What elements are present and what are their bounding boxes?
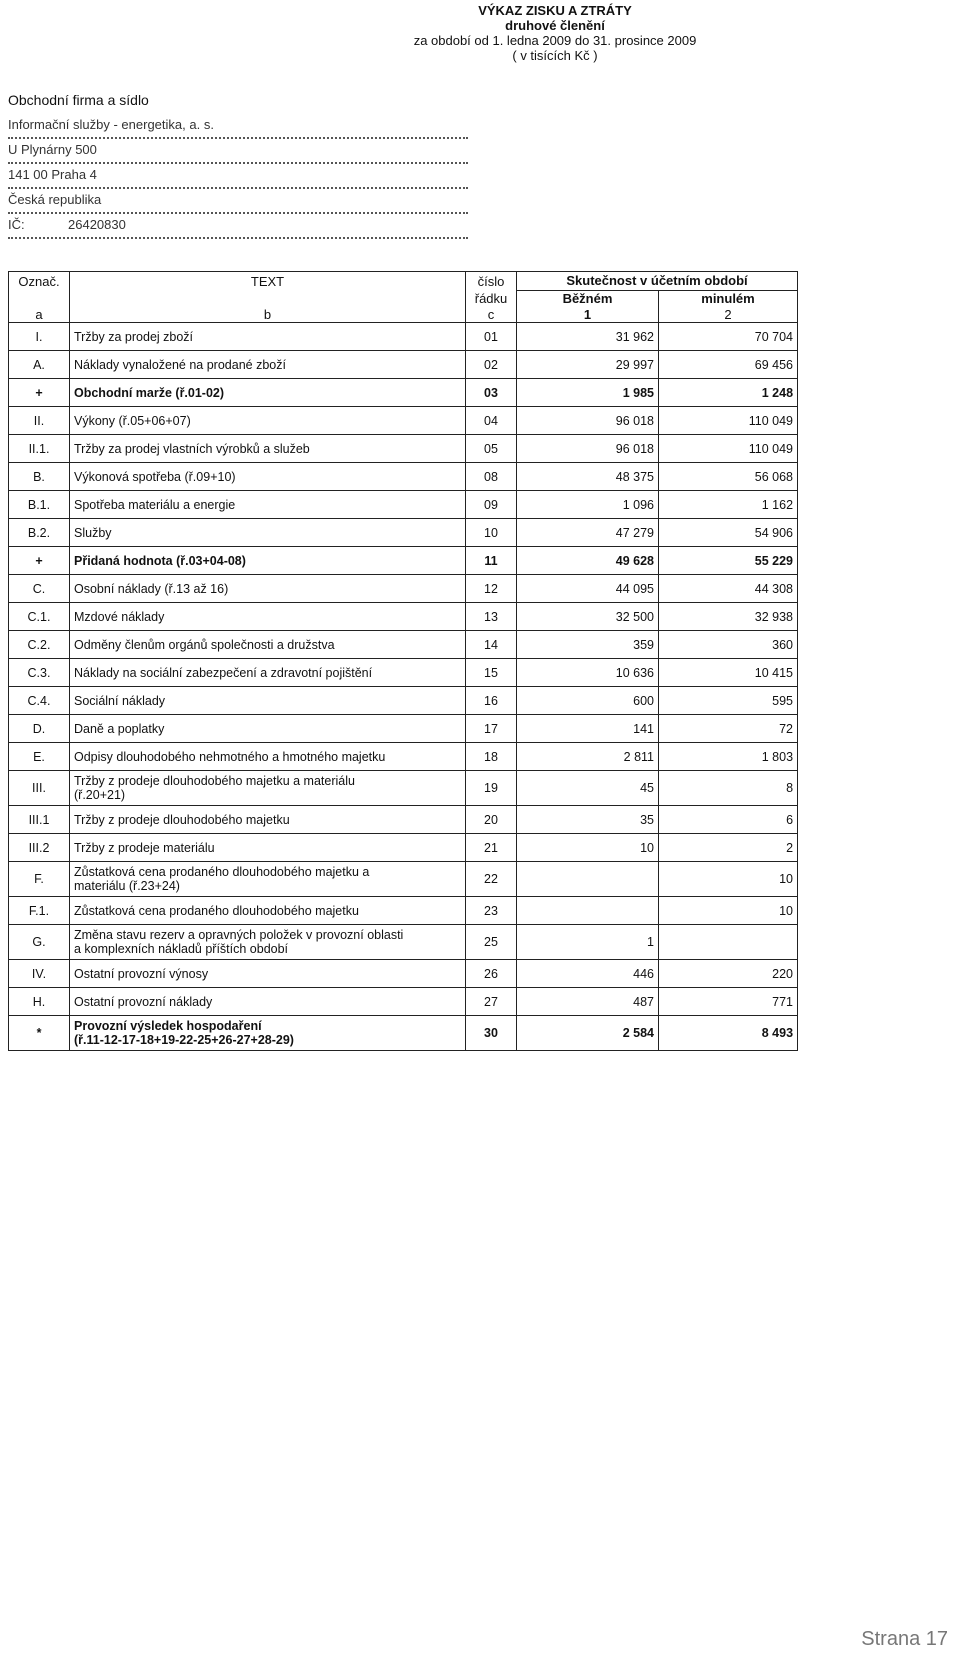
row-minule: 10 415 bbox=[659, 659, 798, 687]
row-text-line1: Odpisy dlouhodobého nehmotného a hmotného majetku bbox=[74, 749, 386, 764]
report-subtitle: druhové členění bbox=[505, 18, 605, 33]
row-cislo: 21 bbox=[466, 834, 517, 862]
row-bezne bbox=[517, 897, 659, 925]
row-bezne: 32 500 bbox=[517, 603, 659, 631]
row-text-line1: Spotřeba materiálu a energie bbox=[74, 497, 236, 512]
row-text bbox=[70, 771, 466, 806]
row-minule: 110 049 bbox=[659, 435, 798, 463]
row-minule: 6 bbox=[659, 806, 798, 834]
row-text bbox=[70, 988, 466, 1016]
table-row bbox=[9, 960, 798, 988]
row-text bbox=[70, 687, 466, 715]
row-bezne: 31 962 bbox=[517, 323, 659, 351]
row-text bbox=[70, 960, 466, 988]
row-cislo: 11 bbox=[466, 547, 517, 575]
row-bezne: 49 628 bbox=[517, 547, 659, 575]
table-row bbox=[9, 435, 798, 463]
table-row bbox=[9, 925, 798, 960]
row-text-line1: Ostatní provozní výnosy bbox=[74, 966, 209, 981]
row-oznac: B. bbox=[9, 463, 70, 491]
table-row bbox=[9, 491, 798, 519]
table-row bbox=[9, 806, 798, 834]
row-oznac: G. bbox=[9, 925, 70, 960]
row-cislo: 05 bbox=[466, 435, 517, 463]
table-row bbox=[9, 463, 798, 491]
row-oznac: F.1. bbox=[9, 897, 70, 925]
row-text bbox=[70, 1016, 466, 1051]
row-text-line1: Sociální náklady bbox=[74, 693, 166, 708]
row-text bbox=[70, 897, 466, 925]
row-text-line2: a komplexních nákladů příštích období bbox=[74, 942, 289, 956]
row-minule: 1 162 bbox=[659, 491, 798, 519]
row-text bbox=[70, 806, 466, 834]
row-oznac: II. bbox=[9, 407, 70, 435]
row-bezne: 1 985 bbox=[517, 379, 659, 407]
page-number: Strana 17 bbox=[861, 1628, 948, 1650]
row-oznac: III. bbox=[9, 771, 70, 806]
row-minule: 1 803 bbox=[659, 743, 798, 771]
row-bezne: 2 584 bbox=[517, 1016, 659, 1051]
row-text bbox=[70, 659, 466, 687]
row-minule: 55 229 bbox=[659, 547, 798, 575]
row-bezne: 1 bbox=[517, 925, 659, 960]
row-oznac: C.1. bbox=[9, 603, 70, 631]
table-row bbox=[9, 834, 798, 862]
table-row bbox=[9, 407, 798, 435]
row-text bbox=[70, 519, 466, 547]
firm-ic bbox=[8, 214, 468, 239]
row-text-line1: Ostatní provozní náklady bbox=[74, 994, 213, 1009]
row-text-line1: Tržby z prodeje materiálu bbox=[74, 840, 215, 855]
row-oznac: + bbox=[9, 379, 70, 407]
row-text-line1: Osobní náklady (ř.13 až 16) bbox=[74, 581, 229, 596]
row-text-line1: Výkony (ř.05+06+07) bbox=[74, 413, 191, 428]
profit-loss-table bbox=[8, 271, 798, 1051]
row-text bbox=[70, 491, 466, 519]
row-bezne: 1 096 bbox=[517, 491, 659, 519]
sub-c: c bbox=[466, 306, 517, 323]
row-minule: 360 bbox=[659, 631, 798, 659]
row-cislo: 04 bbox=[466, 407, 517, 435]
row-text-line1: Náklady na sociální zabezpečení a zdravotní pojištění bbox=[74, 665, 373, 680]
row-oznac: II.1. bbox=[9, 435, 70, 463]
row-minule: 70 704 bbox=[659, 323, 798, 351]
row-bezne: 96 018 bbox=[517, 435, 659, 463]
col-oznac-header: Označ. bbox=[9, 272, 70, 291]
row-minule: 10 bbox=[659, 897, 798, 925]
firm-name: Informační služby - energetika, a. s. bbox=[8, 114, 468, 139]
row-bezne: 2 811 bbox=[517, 743, 659, 771]
row-text-line1: Tržby za prodej vlastních výrobků a služeb bbox=[74, 441, 310, 456]
row-oznac: C. bbox=[9, 575, 70, 603]
row-cislo: 25 bbox=[466, 925, 517, 960]
table-row bbox=[9, 519, 798, 547]
table-row bbox=[9, 687, 798, 715]
row-cislo: 18 bbox=[466, 743, 517, 771]
row-text-line2: (ř.20+21) bbox=[74, 788, 126, 802]
row-bezne: 44 095 bbox=[517, 575, 659, 603]
row-bezne: 35 bbox=[517, 806, 659, 834]
row-minule: 54 906 bbox=[659, 519, 798, 547]
firm-country: Česká republika bbox=[8, 189, 468, 214]
row-text-line1: Zůstatková cena prodaného dlouhodobého majetku bbox=[74, 903, 359, 918]
row-text-line1: Provozní výsledek hospodaření bbox=[74, 1019, 262, 1033]
table-row bbox=[9, 379, 798, 407]
row-bezne: 10 bbox=[517, 834, 659, 862]
row-cislo: 22 bbox=[466, 862, 517, 897]
row-text bbox=[70, 834, 466, 862]
report-header bbox=[380, 3, 730, 63]
row-cislo: 10 bbox=[466, 519, 517, 547]
row-text bbox=[70, 323, 466, 351]
table-row bbox=[9, 659, 798, 687]
row-text bbox=[70, 575, 466, 603]
row-bezne: 487 bbox=[517, 988, 659, 1016]
row-minule: 56 068 bbox=[659, 463, 798, 491]
row-oznac: * bbox=[9, 1016, 70, 1051]
row-bezne: 446 bbox=[517, 960, 659, 988]
row-cislo: 26 bbox=[466, 960, 517, 988]
row-bezne: 45 bbox=[517, 771, 659, 806]
row-text-line1: Zůstatková cena prodaného dlouhodobého majetku a bbox=[74, 865, 370, 879]
row-text-line1: Tržby za prodej zboží bbox=[74, 329, 194, 344]
row-text bbox=[70, 743, 466, 771]
sub-1: 1 bbox=[517, 306, 659, 323]
table-row bbox=[9, 715, 798, 743]
row-text-line1: Náklady vynaložené na prodané zboží bbox=[74, 357, 286, 372]
row-bezne: 10 636 bbox=[517, 659, 659, 687]
row-oznac: E. bbox=[9, 743, 70, 771]
ic-value: 26420830 bbox=[68, 217, 126, 232]
row-text-line1: Odměny členům orgánů společnosti a družstva bbox=[74, 637, 335, 652]
row-oznac: C.2. bbox=[9, 631, 70, 659]
row-text-line2: materiálu (ř.23+24) bbox=[74, 879, 180, 893]
table-row bbox=[9, 631, 798, 659]
row-cislo: 12 bbox=[466, 575, 517, 603]
firm-label: Obchodní firma a sídlo bbox=[8, 92, 149, 108]
row-text-line1: Mzdové náklady bbox=[74, 609, 165, 624]
row-oznac: H. bbox=[9, 988, 70, 1016]
row-text bbox=[70, 463, 466, 491]
row-bezne bbox=[517, 862, 659, 897]
row-oznac: B.2. bbox=[9, 519, 70, 547]
firm-street: U Plynárny 500 bbox=[8, 139, 468, 164]
row-bezne: 48 375 bbox=[517, 463, 659, 491]
row-minule: 110 049 bbox=[659, 407, 798, 435]
row-oznac: B.1. bbox=[9, 491, 70, 519]
ic-label: IČ: bbox=[8, 217, 25, 232]
table-row bbox=[9, 351, 798, 379]
sub-2: 2 bbox=[659, 306, 798, 323]
table-row bbox=[9, 771, 798, 806]
row-text bbox=[70, 631, 466, 659]
col-bezne-header: Běžném bbox=[517, 290, 659, 306]
row-text-line1: Obchodní marže (ř.01-02) bbox=[74, 385, 225, 400]
row-bezne: 141 bbox=[517, 715, 659, 743]
row-bezne: 359 bbox=[517, 631, 659, 659]
table-row bbox=[9, 988, 798, 1016]
row-minule: 2 bbox=[659, 834, 798, 862]
table-row bbox=[9, 603, 798, 631]
row-cislo: 13 bbox=[466, 603, 517, 631]
row-cislo: 20 bbox=[466, 806, 517, 834]
row-minule: 771 bbox=[659, 988, 798, 1016]
report-unit: ( v tisících Kč ) bbox=[512, 48, 598, 63]
table-row bbox=[9, 575, 798, 603]
row-text bbox=[70, 351, 466, 379]
row-oznac: III.1 bbox=[9, 806, 70, 834]
report-title: VÝKAZ ZISKU A ZTRÁTY bbox=[478, 3, 632, 18]
row-oznac: F. bbox=[9, 862, 70, 897]
row-cislo: 03 bbox=[466, 379, 517, 407]
row-cislo: 23 bbox=[466, 897, 517, 925]
row-text bbox=[70, 435, 466, 463]
table-row bbox=[9, 743, 798, 771]
row-bezne: 96 018 bbox=[517, 407, 659, 435]
row-text-line1: Výkonová spotřeba (ř.09+10) bbox=[74, 469, 236, 484]
row-minule: 8 bbox=[659, 771, 798, 806]
row-cislo: 08 bbox=[466, 463, 517, 491]
row-text bbox=[70, 379, 466, 407]
table-row bbox=[9, 1016, 798, 1051]
row-minule: 10 bbox=[659, 862, 798, 897]
row-text-line1: Daně a poplatky bbox=[74, 721, 165, 736]
row-minule: 32 938 bbox=[659, 603, 798, 631]
row-cislo: 15 bbox=[466, 659, 517, 687]
row-oznac: D. bbox=[9, 715, 70, 743]
sub-a: a bbox=[9, 306, 70, 323]
row-text bbox=[70, 603, 466, 631]
col-skutecnost-header: Skutečnost v účetním období bbox=[517, 272, 798, 291]
row-cislo: 16 bbox=[466, 687, 517, 715]
row-text bbox=[70, 547, 466, 575]
row-minule: 8 493 bbox=[659, 1016, 798, 1051]
row-cislo: 02 bbox=[466, 351, 517, 379]
row-minule: 69 456 bbox=[659, 351, 798, 379]
row-minule: 1 248 bbox=[659, 379, 798, 407]
row-cislo: 30 bbox=[466, 1016, 517, 1051]
row-text-line1: Tržby z prodeje dlouhodobého majetku bbox=[74, 812, 290, 827]
row-minule: 220 bbox=[659, 960, 798, 988]
row-cislo: 27 bbox=[466, 988, 517, 1016]
firm-city: 141 00 Praha 4 bbox=[8, 164, 468, 189]
row-cislo: 09 bbox=[466, 491, 517, 519]
sub-b: b bbox=[70, 306, 466, 323]
row-cislo: 17 bbox=[466, 715, 517, 743]
report-period: za období od 1. ledna 2009 do 31. prosince 2009 bbox=[413, 33, 697, 48]
row-cislo: 14 bbox=[466, 631, 517, 659]
firm-block bbox=[8, 92, 468, 239]
row-cislo: 01 bbox=[466, 323, 517, 351]
row-bezne: 29 997 bbox=[517, 351, 659, 379]
row-oznac: C.4. bbox=[9, 687, 70, 715]
row-minule: 595 bbox=[659, 687, 798, 715]
col-radku-header: řádku bbox=[466, 290, 517, 306]
row-bezne: 600 bbox=[517, 687, 659, 715]
row-text bbox=[70, 407, 466, 435]
row-minule: 44 308 bbox=[659, 575, 798, 603]
col-cislo-header: číslo bbox=[466, 272, 517, 291]
row-oznac: + bbox=[9, 547, 70, 575]
row-oznac: IV. bbox=[9, 960, 70, 988]
row-oznac: III.2 bbox=[9, 834, 70, 862]
row-minule: 72 bbox=[659, 715, 798, 743]
row-cislo: 19 bbox=[466, 771, 517, 806]
row-oznac: A. bbox=[9, 351, 70, 379]
col-minule-header: minulém bbox=[659, 290, 798, 306]
row-bezne: 47 279 bbox=[517, 519, 659, 547]
col-text-header: TEXT bbox=[70, 272, 466, 291]
row-oznac: C.3. bbox=[9, 659, 70, 687]
row-text-line2: (ř.11-12-17-18+19-22-25+26-27+28-29) bbox=[74, 1033, 294, 1047]
table-row bbox=[9, 323, 798, 351]
table-row bbox=[9, 897, 798, 925]
row-text-line1: Služby bbox=[74, 525, 112, 540]
row-text bbox=[70, 925, 466, 960]
row-oznac: I. bbox=[9, 323, 70, 351]
row-text-line1: Změna stavu rezerv a opravných položek v provozní oblasti bbox=[74, 928, 404, 942]
table-row bbox=[9, 547, 798, 575]
row-minule bbox=[659, 925, 798, 960]
row-text bbox=[70, 862, 466, 897]
row-text bbox=[70, 715, 466, 743]
row-text-line1: Přidaná hodnota (ř.03+04-08) bbox=[74, 553, 246, 568]
row-text-line1: Tržby z prodeje dlouhodobého majetku a materiálu bbox=[74, 774, 355, 788]
table-row bbox=[9, 862, 798, 897]
